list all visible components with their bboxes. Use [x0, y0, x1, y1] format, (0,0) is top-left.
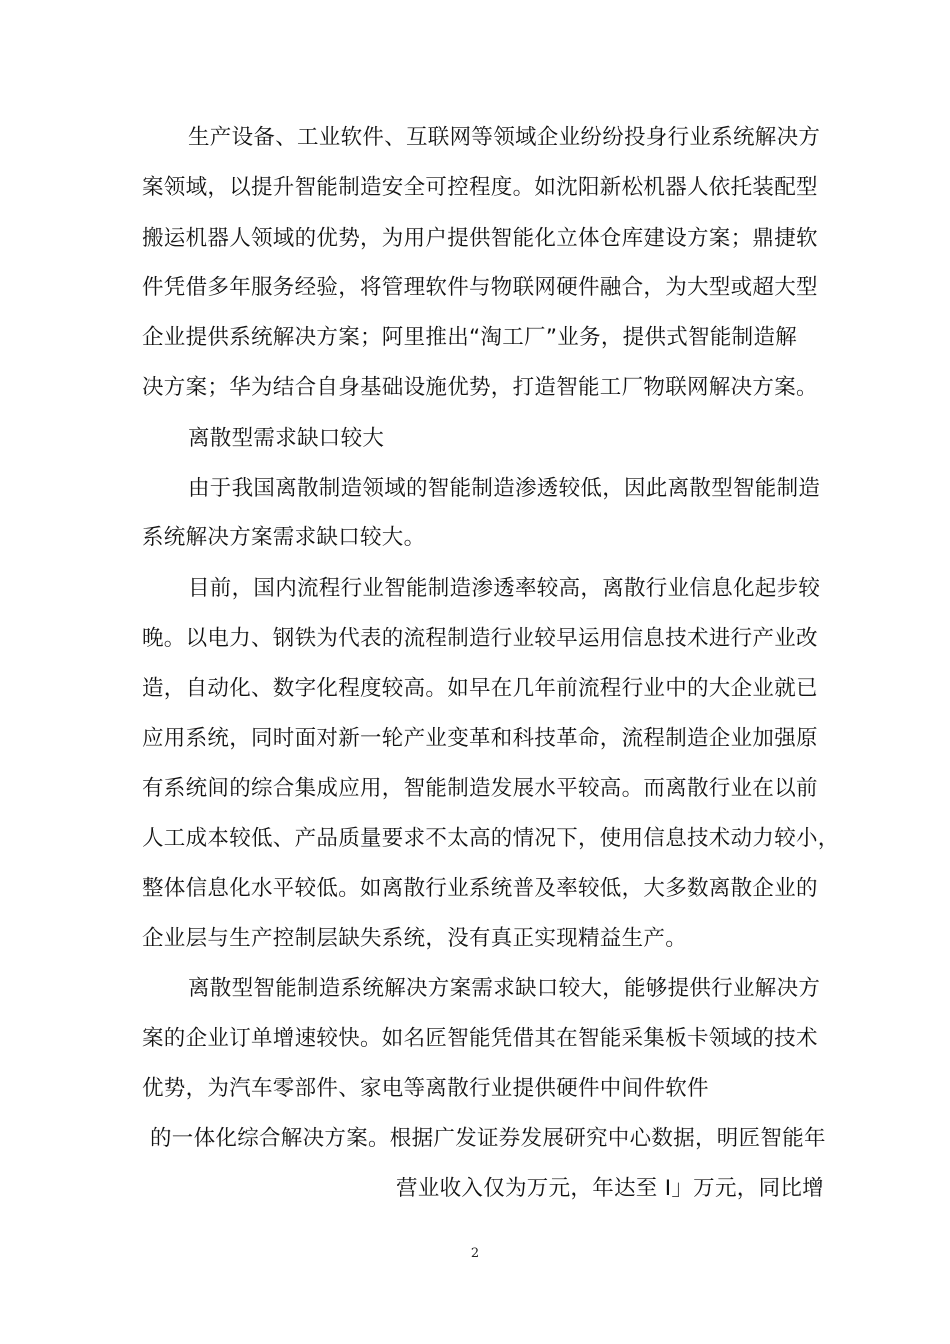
paragraph-line: 案的企业订单增速较快。如名匠智能凭借其在智能采集板卡领域的技术	[142, 1026, 818, 1051]
paragraph-line: 决方案；华为结合自身基础设施优势，打造智能工厂物联网解决方案。	[142, 375, 818, 400]
paragraph-line: 营业收入仅为万元，年达至 I」万元，同比增	[396, 1176, 824, 1201]
paragraph-line: 优势，为汽车零部件、家电等离散行业提供硬件中间件软件	[142, 1076, 709, 1101]
paragraph-line: 整体信息化水平较低。如离散行业系统普及率较低，大多数离散企业的	[142, 876, 818, 901]
paragraph-line: 企业提供系统解决方案；阿里推出“淘工厂”业务，提供式智能制造解	[142, 325, 798, 350]
paragraph-line: 案领域，以提升智能制造安全可控程度。如沈阳新松机器人依托装配型	[142, 175, 818, 200]
paragraph-line: 生产设备、工业软件、互联网等领域企业纷纷投身行业系统解决方	[188, 125, 821, 150]
paragraph-line: 晚。以电力、钢铁为代表的流程制造行业较早运用信息技术进行产业改	[142, 626, 818, 651]
page-number: 2	[470, 1246, 480, 1261]
paragraph-line: 离散型智能制造系统解决方案需求缺口较大，能够提供行业解决方	[188, 976, 821, 1001]
paragraph-line: 的一体化综合解决方案。根据广发证券发展研究中心数据，明匠智能年	[150, 1126, 826, 1151]
paragraph-line: 企业层与生产控制层缺失系统，没有真正实现精益生产。	[142, 926, 688, 951]
section-heading: 离散型需求缺口较大	[188, 426, 385, 451]
paragraph-line: 目前，国内流程行业智能制造渗透率较高，离散行业信息化起步较	[188, 576, 821, 601]
paragraph-line: 应用系统，同时面对新一轮产业变革和科技革命，流程制造企业加强原	[142, 726, 818, 751]
paragraph-line: 人工成本较低、产品质量要求不太高的情况下，使用信息技术动力较小，	[142, 826, 840, 851]
paragraph-line: 有系统间的综合集成应用，智能制造发展水平较高。而离散行业在以前	[142, 776, 818, 801]
paragraph-line: 造，自动化、数字化程度较高。如早在几年前流程行业中的大企业就已	[142, 676, 818, 701]
paragraph-line: 件凭借多年服务经验，将管理软件与物联网硬件融合，为大型或超大型	[142, 275, 818, 300]
paragraph-line: 系统解决方案需求缺口较大。	[142, 525, 426, 550]
paragraph-line: 由于我国离散制造领域的智能制造渗透较低，因此离散型智能制造	[188, 476, 821, 501]
paragraph-line: 搬运机器人领域的优势，为用户提供智能化立体仓库建设方案；鼎捷软	[142, 226, 818, 251]
